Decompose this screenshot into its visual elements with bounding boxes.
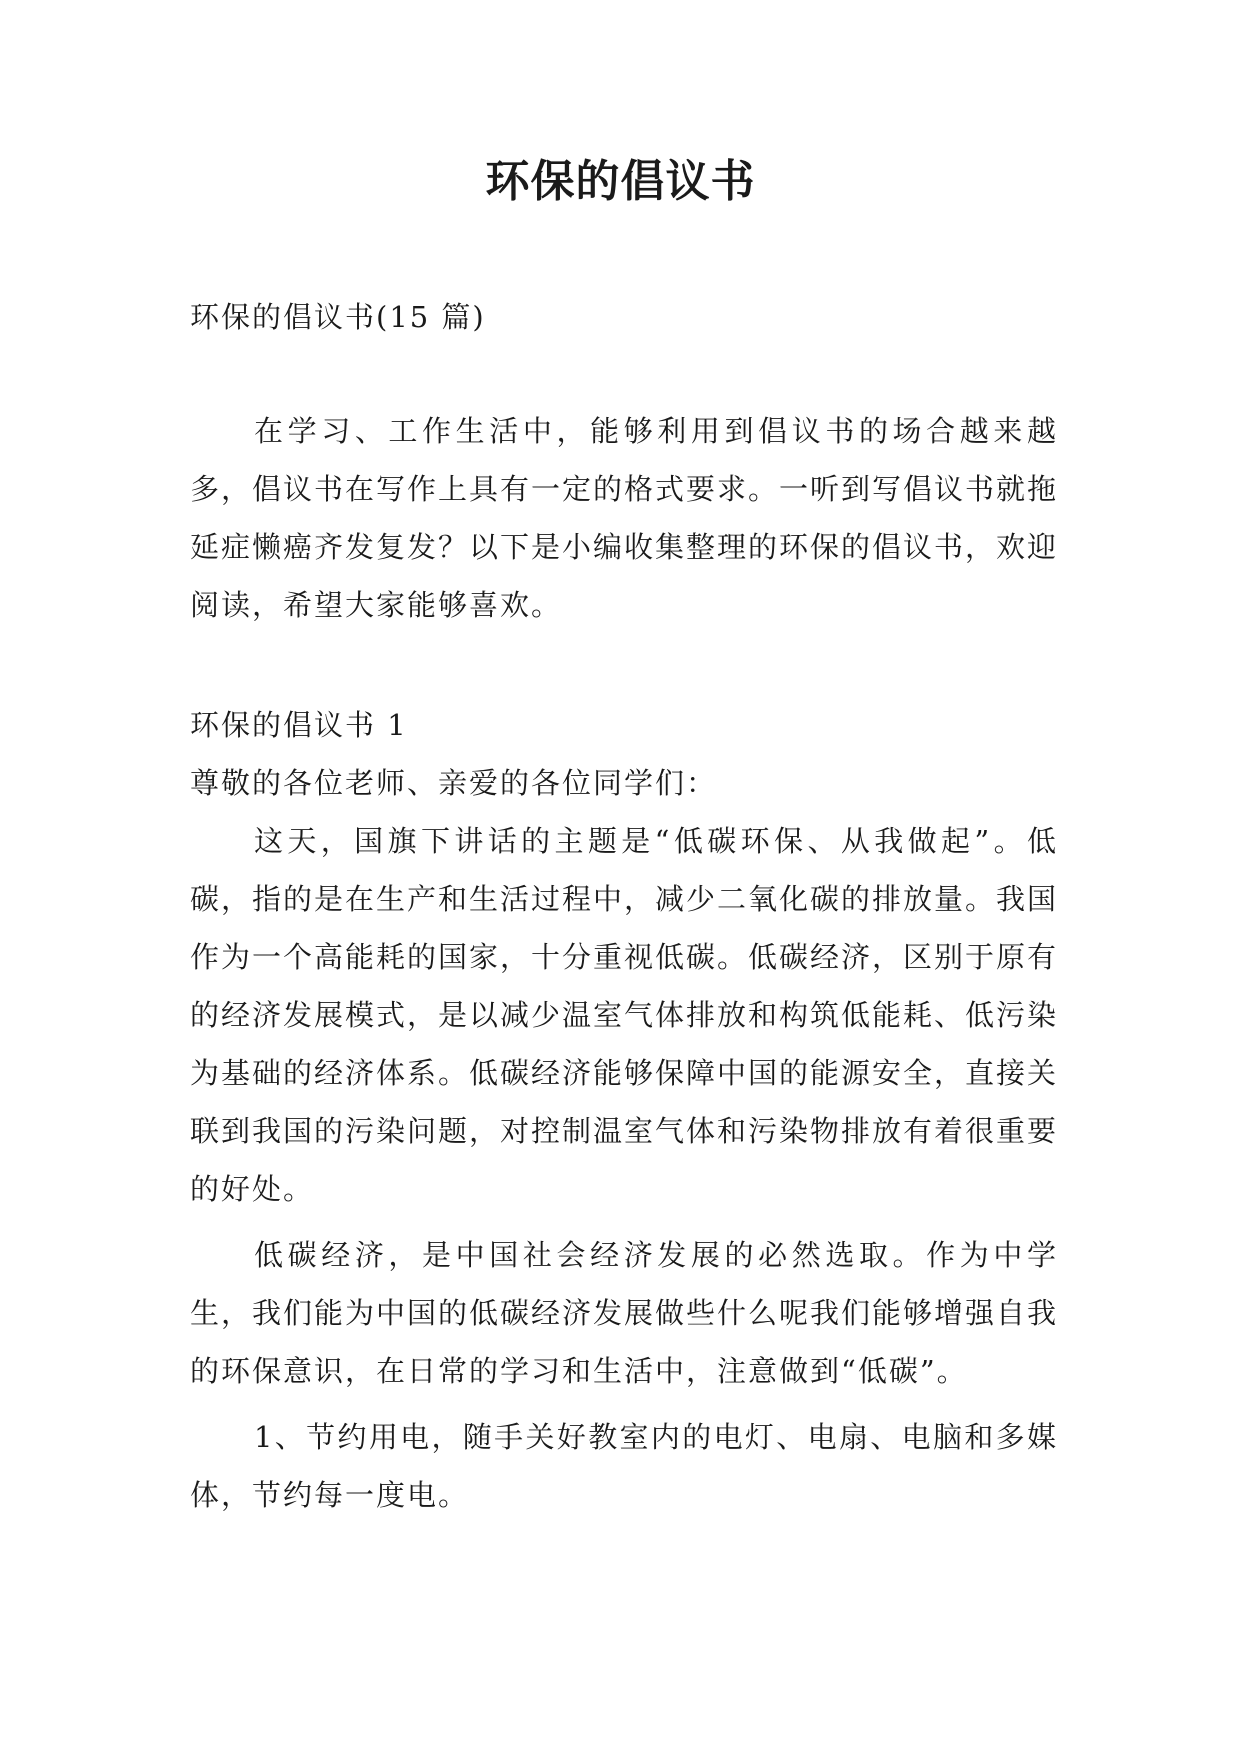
section-1 [190, 696, 1058, 1524]
salutation: 尊敬的各位老师、亲爱的各位同学们： [190, 766, 718, 800]
document-subtitle: 环保的倡议书(15 篇) [190, 300, 486, 334]
intro-paragraph: 在学习、工作生活中，能够利用到倡议书的场合越来越多，倡议书在写作上具有一定的格式要求。一听到写倡议书就拖延症懒癌齐发复发？以下是小编收集整理的环保的倡议书，欢迎阅读，希望大家能够喜欢。 [190, 414, 1059, 622]
section-heading: 环保的倡议书 1 [190, 708, 408, 742]
page-title: 环保的倡议书 [485, 156, 756, 207]
body-paragraph: 这天，国旗下讲话的主题是“低碳环保、从我做起”。低碳，指的是在生产和生活过程中，减少二氧化碳的排放量。我国作为一个高能耗的国家，十分重视低碳。低碳经济，区别于原有的经济发展模式，是以减少温室气体排放和构筑低能耗、低污染为基础的经济体系。低碳经济能够保障中国的能源安全，直接关联到我国的污染问题，对控制温室气体和污染物排放有着很重要的好处。 [190, 824, 1059, 1206]
body-paragraph: 低碳经济，是中国社会经济发展的必然选取。作为中学生，我们能为中国的低碳经济发展做些什么呢我们能够增强自我的环保意识，在日常的学习和生活中，注意做到“低碳”。 [190, 1238, 1059, 1388]
body-paragraph: 1、节约用电，随手关好教室内的电灯、电扇、电脑和多媒体，节约每一度电。 [190, 1420, 1058, 1512]
